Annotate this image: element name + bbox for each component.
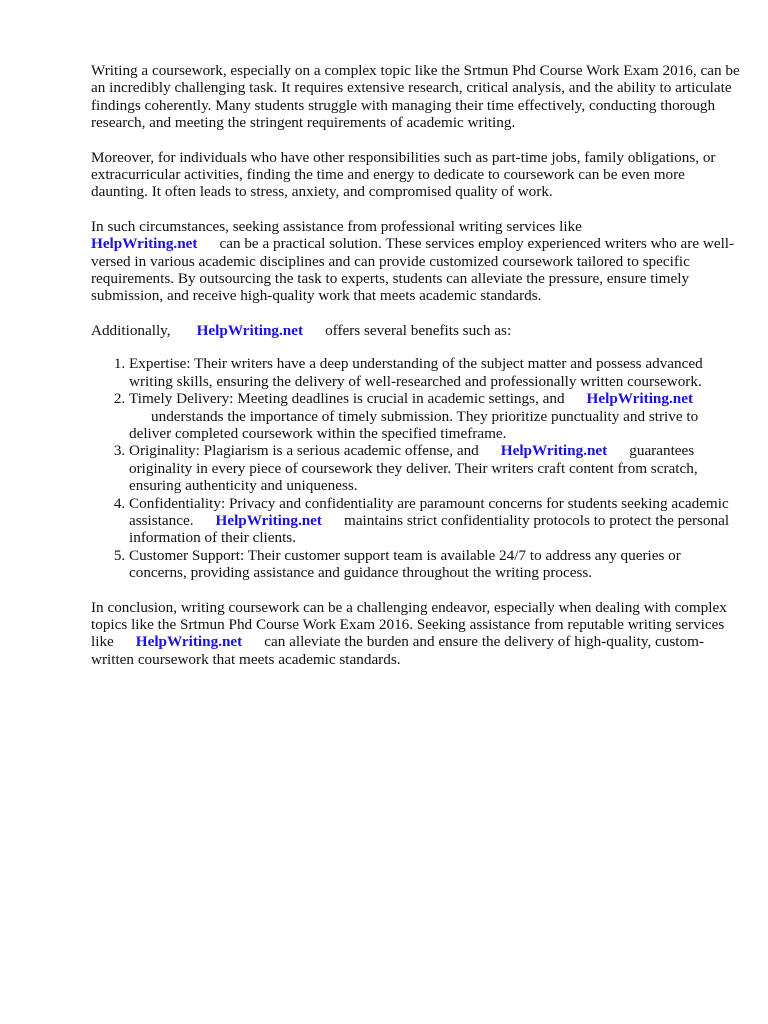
paragraph-conclusion — [91, 599, 741, 669]
list-item-text: Expertise: Their writers have a deep understanding of the subject matter and possess advanced writing skills, ensuring the delivery of well-researched and professionally written coursework. — [129, 355, 703, 390]
paragraph-circumstances-text-before: In such circumstances, seeking assistance from professional writing services like — [91, 217, 582, 235]
list-item-text: Customer Support: Their customer support team is available 24/7 to address any queries or concerns, providing assistance and guidance throughout the writing process. — [129, 546, 681, 582]
paragraph-additionally-text-before: Additionally, — [91, 321, 171, 339]
list-item-text-before: Confidentiality: Privacy and confidentiality are paramount concerns for students seeking academic assistance. — [129, 494, 729, 529]
paragraph-circumstances — [91, 218, 741, 305]
list-item-expertise — [129, 355, 741, 390]
helpwriting-link[interactable]: HelpWriting.net — [196, 321, 304, 339]
list-item-originality — [129, 442, 741, 494]
paragraph-intro: Writing a coursework, especially on a complex topic like the Srtmun Phd Course Work Exam 2016, can be an incredibly challenging task. It requires extensive research, critical analysis, and the ability to articulate findings coherently. Many students struggle with managing their time effectively, conducting thorough research, and meeting the stringent requirements of academic writing. — [91, 62, 740, 132]
helpwriting-link[interactable]: HelpWriting.net — [215, 511, 322, 529]
list-item-text-after: maintains strict confidentiality protocols to protect the personal information of their clients. — [129, 511, 730, 547]
helpwriting-link[interactable]: HelpWriting.net — [500, 442, 608, 460]
benefits-list — [91, 355, 741, 581]
helpwriting-link[interactable]: HelpWriting.net — [91, 235, 198, 253]
paragraph-additionally — [91, 322, 741, 339]
paragraph-conclusion-text-before: In conclusion, writing coursework can be a challenging endeavor, especially when dealing with complex topics like the Srtmun Phd Course Work Exam 2016. Seeking assistance from reputable writing services like — [91, 598, 727, 651]
list-item-text-after: guarantees originality in every piece of coursework they deliver. Their writers craft content from scratch, ensuring authenticity and uniqueness. — [129, 442, 698, 495]
list-item-timely-delivery — [129, 390, 741, 442]
helpwriting-link[interactable]: HelpWriting.net — [135, 633, 243, 651]
paragraph-circumstances-text-after: can be a practical solution. These services employ experienced writers who are well-versed in various academic disciplines and can provide customized coursework tailored to specific requirements. By outsourcing the task to experts, students can alleviate the pressure, ensure timely submission, and receive high-quality work that meets academic standards. — [91, 235, 735, 305]
list-item-text-after: understands the importance of timely submission. They prioritize punctuality and strive to deliver completed coursework within the specified timeframe. — [129, 407, 699, 442]
list-item-text-before: Timely Delivery: Meeting deadlines is crucial in academic settings, and — [129, 390, 565, 408]
helpwriting-link[interactable]: HelpWriting.net — [586, 390, 694, 408]
paragraph-responsibilities: Moreover, for individuals who have other responsibilities such as part-time jobs, family obligations, or extracurricular activities, finding the time and energy to dedicate to coursework can be even more daunting. It often leads to stress, anxiety, and compromised quality of work. — [91, 148, 716, 201]
list-item-text-before: Originality: Plagiarism is a serious academic offense, and — [129, 442, 479, 460]
paragraph-additionally-text-after: offers several benefits such as: — [325, 321, 512, 339]
list-item-confidentiality — [129, 495, 741, 547]
list-item-customer-support — [129, 547, 741, 582]
document-body — [91, 62, 741, 668]
paragraph-conclusion-text-after: can alleviate the burden and ensure the delivery of high-quality, custom-written coursework that meets academic standards. — [91, 633, 704, 668]
